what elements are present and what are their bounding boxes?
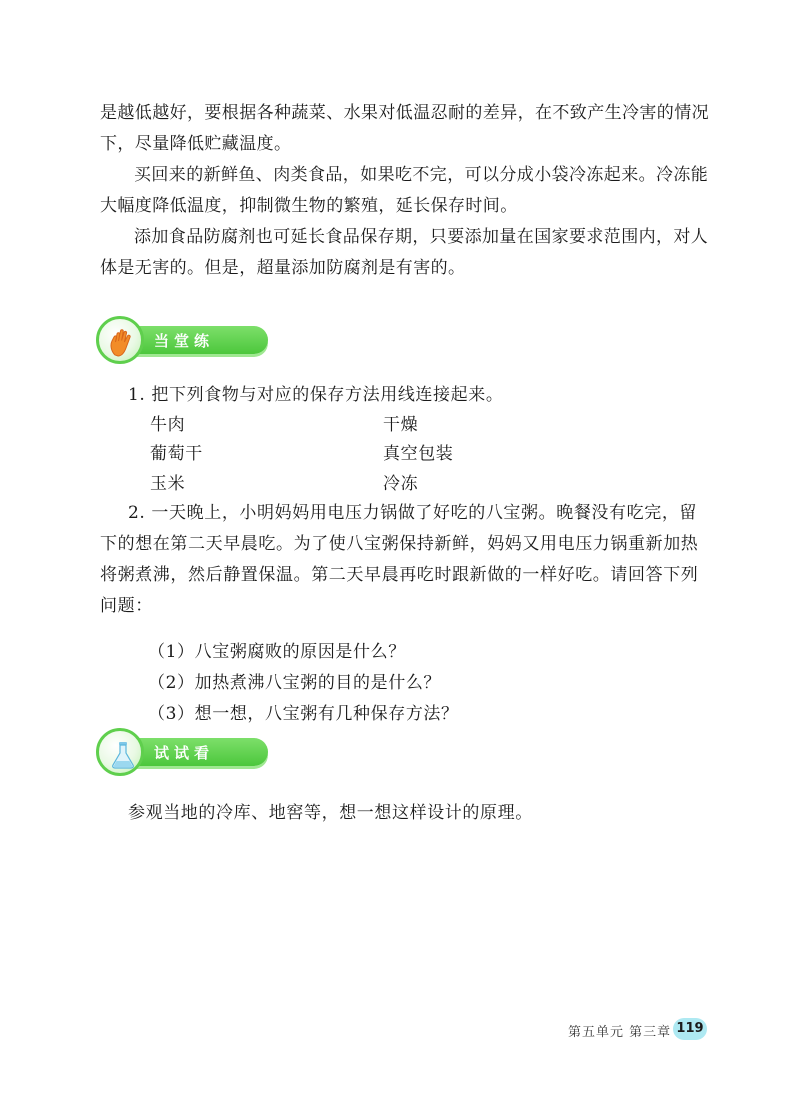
question-2-sub-2: （2）加热煮沸八宝粥的目的是什么？ (148, 673, 442, 693)
hand-icon (105, 325, 141, 361)
intro-paragraph-3: 添加食品防腐剂也可延长食品保存期，只要添加量在国家要求范围内，对人体是无害的。但是，超量添加防腐剂是有害的。 (100, 227, 709, 278)
question-2-sub-1: （1）八宝粥腐败的原因是什么？ (148, 642, 406, 662)
method-dry: 干燥 (383, 415, 419, 435)
practice-section-header (96, 316, 276, 366)
practice-title: 当堂练 (154, 332, 215, 350)
question-2-sub-3: （3）想一想，八宝粥有几种保存方法？ (148, 704, 459, 724)
food-beef: 牛肉 (150, 415, 186, 435)
question-1: 1. 把下列食物与对应的保存方法用线连接起来。 (128, 385, 504, 405)
practice-badge (96, 316, 144, 364)
try-badge (96, 728, 144, 776)
try-title: 试试看 (154, 744, 215, 762)
try-instruction: 参观当地的冷库、地窖等，想一想这样设计的原理。 (128, 803, 533, 823)
method-freeze: 冷冻 (383, 474, 419, 494)
flask-icon (105, 737, 141, 773)
intro-paragraph-1: 是越低越好，要根据各种蔬菜、水果对低温忍耐的差异，在不致产生冷害的情况下，尽量降低贮藏温度。 (100, 103, 709, 154)
method-vacuum: 真空包装 (383, 444, 454, 464)
intro-paragraph-2: 买回来的新鲜鱼、肉类食品，如果吃不完，可以分成小袋冷冻起来。冷冻能大幅度降低温度，抑制微生物的繁殖，延长保存时间。 (100, 165, 709, 216)
food-raisin: 葡萄干 (150, 444, 203, 464)
try-section-header (96, 728, 276, 778)
question-2: 2. 一天晚上，小明妈妈用电压力锅做了好吃的八宝粥。晚餐没有吃完，留下的想在第二天早晨吃。为了使八宝粥保持新鲜，妈妈又用电压力锅重新加热将粥煮沸，然后静置保温。第二天早晨再吃时跟新做的一样好吃。请回答下列问题： (100, 503, 699, 616)
page-number: 119 (673, 1018, 707, 1040)
food-corn: 玉米 (150, 474, 186, 494)
chapter-label: 第五单元 第三章 (568, 1025, 672, 1040)
